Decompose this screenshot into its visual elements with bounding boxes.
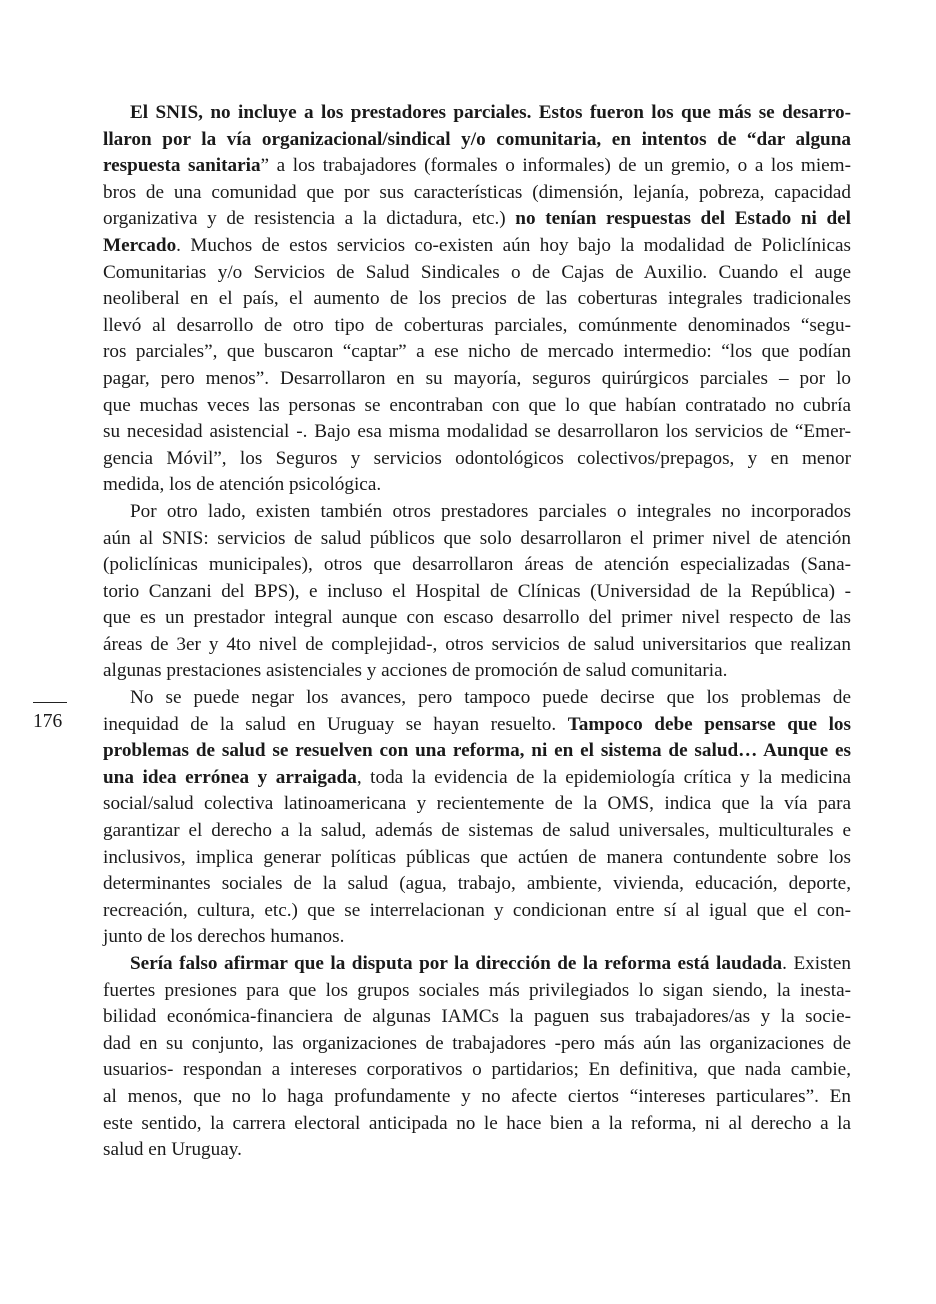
text-run: pagar, pero menos”. Desarrollaron en su mayoría, seguros quirúrgicos parciales – por lo [103, 367, 851, 389]
text-line [103, 871, 851, 898]
text-line [103, 978, 851, 1005]
bold-text: El SNIS, no incluye a los prestadores parciales. Estos fueron los que más se desarro- [130, 102, 851, 123]
text-run: garantizar el derecho a la salud, además de sistemas de salud universales, multiculturales e [103, 820, 851, 842]
text-run: ros parciales”, que buscaron “captar” a ese nicho de mercado intermedio: “los que podían [103, 341, 851, 363]
text-run: torio Canzani del BPS), e incluso el Hospital de Clínicas (Universidad de la República) - [103, 580, 851, 602]
text-line [103, 818, 851, 845]
text-line [103, 552, 851, 579]
text-line [103, 499, 851, 526]
bold-text: respuesta sanitaria [103, 155, 261, 177]
text-run: que es un prestador integral aunque con escaso desarrollo del primer nivel respecto de las [103, 607, 851, 629]
text-line [103, 1004, 851, 1031]
text-run: Por otro lado, existen también otros prestadores parciales o integrales no incorporados [130, 500, 851, 522]
bold-text: Tampoco debe pensarse que los [567, 713, 851, 735]
text-run: que muchas veces las personas se encontraban con que lo que habían contratado no cubría [103, 394, 851, 416]
text-line [103, 206, 851, 233]
text-line [103, 685, 851, 712]
text-run: al menos, que no lo haga profundamente y no afecte ciertos “intereses particulares”. En [103, 1085, 851, 1107]
page-number: 176 [33, 711, 63, 732]
text-line [103, 446, 851, 473]
bold-text: no tenían respuestas del Estado ni del [515, 208, 851, 230]
text-line [103, 1031, 851, 1058]
text-line [103, 845, 851, 872]
text-run: social/salud colectiva latinoamericana y recientemente de la OMS, indica que la vía para [103, 793, 851, 815]
text-run: . Existen [782, 953, 851, 974]
bold-text: Sería falso afirmar que la disputa por la dirección de la reforma está laudada [130, 953, 783, 974]
text-line [103, 233, 851, 260]
text-run: recreación, cultura, etc.) que se interrelacionan y condicionan entre sí al igual que el con- [103, 899, 851, 921]
text-run: aún al SNIS: servicios de salud públicos que solo desarrollaron el primer nivel de atención [103, 527, 851, 549]
text-line [103, 924, 851, 951]
text-run: junto de los derechos humanos. [103, 926, 345, 948]
text-line [103, 393, 851, 420]
text-run: dad en su conjunto, las organizaciones de trabajadores -pero más aún las organizaciones de [103, 1032, 851, 1054]
paragraph [103, 685, 851, 951]
paragraph [103, 100, 851, 499]
text-run: llevó al desarrollo de otro tipo de coberturas parciales, comúnmente denominados “segu- [103, 314, 851, 336]
text-run: gencia Móvil”, los Seguros y servicios odontológicos colectivos/prepagos, y en menor [103, 447, 851, 469]
text-run: su necesidad asistencial -. Bajo esa misma modalidad se desarrollaron los servicios de “Emer- [103, 421, 851, 443]
text-run: determinantes sociales de la salud (agua, trabajo, ambiente, vivienda, educación, deporte, [103, 873, 851, 895]
text-line [103, 605, 851, 632]
text-run: Comunitarias y/o Servicios de Salud Sindicales o de Cajas de Auxilio. Cuando el auge [103, 261, 851, 283]
bold-text: una idea errónea y arraigada [103, 766, 357, 788]
text-line [103, 526, 851, 553]
page-number-rule [33, 702, 67, 703]
text-line [103, 153, 851, 180]
text-run: usuarios- respondan a intereses corporativos o partidarios; En definitiva, que nada cambie, [103, 1059, 851, 1081]
text-run: . Muchos de estos servicios co-existen aún hoy bajo la modalidad de Policlínicas [176, 234, 851, 256]
text-run: ” a los trabajadores (formales o informales) de un gremio, o a los miem- [260, 155, 852, 177]
text-line [103, 1137, 851, 1164]
text-run: No se puede negar los avances, pero tampoco puede decirse que los problemas de [130, 687, 851, 709]
text-line [103, 100, 851, 127]
text-line [103, 472, 851, 499]
text-run: inclusivos, implica generar políticas públicas que actúen de manera contundente sobre los [103, 846, 851, 868]
text-run: organizativa y de resistencia a la dictadura, etc.) [103, 208, 516, 230]
text-line [103, 1057, 851, 1084]
text-line [103, 313, 851, 340]
bold-text: Mercado [103, 234, 177, 256]
text-run: fuertes presiones para que los grupos sociales más privilegiados lo sigan siendo, la inesta- [103, 979, 851, 1001]
text-run: áreas de 3er y 4to nivel de complejidad-, otros servicios de salud universitarios que realizan [103, 633, 851, 655]
text-line [103, 260, 851, 287]
text-line [103, 898, 851, 925]
text-line [103, 765, 851, 792]
text-run: bros de una comunidad que por sus características (dimensión, lejanía, pobreza, capacidad [103, 181, 851, 203]
bold-text: llaron por la vía organizacional/sindical y/o comunitaria, en intentos de “dar alguna [103, 128, 851, 150]
text-line [103, 658, 851, 685]
body-text [103, 100, 851, 1164]
text-run: , toda la evidencia de la epidemiología crítica y la medicina [356, 766, 851, 788]
text-run: este sentido, la carrera electoral anticipada no le hace bien a la reforma, ni al derecho a la [103, 1112, 851, 1134]
text-line [103, 791, 851, 818]
text-run: (policlínicas municipales), otros que desarrollaron áreas de atención especializadas (Sana- [103, 554, 851, 576]
text-run: medida, los de atención psicológica. [103, 474, 382, 496]
text-line [103, 339, 851, 366]
text-run: salud en Uruguay. [103, 1139, 242, 1161]
text-line [103, 951, 851, 978]
text-line [103, 1111, 851, 1138]
text-line [103, 738, 851, 765]
text-line [103, 419, 851, 446]
text-run: bilidad económica-financiera de algunas IAMCs la paguen sus trabajadores/as y la socie- [103, 1006, 851, 1028]
text-run: neoliberal en el país, el aumento de los precios de las coberturas integrales tradicionales [103, 288, 851, 310]
text-line [103, 286, 851, 313]
text-line [103, 1084, 851, 1111]
bold-text: problemas de salud se resuelven con una reforma, ni en el sistema de salud… Aunque es [103, 740, 851, 762]
text-line [103, 579, 851, 606]
text-run: algunas prestaciones asistenciales y acciones de promoción de salud comunitaria. [103, 660, 728, 682]
text-line [103, 632, 851, 659]
text-run: inequidad de la salud en Uruguay se hayan resuelto. [103, 713, 568, 735]
text-line [103, 127, 851, 154]
text-line [103, 366, 851, 393]
paragraph [103, 951, 851, 1164]
text-line [103, 180, 851, 207]
text-line [103, 712, 851, 739]
paragraph [103, 499, 851, 685]
